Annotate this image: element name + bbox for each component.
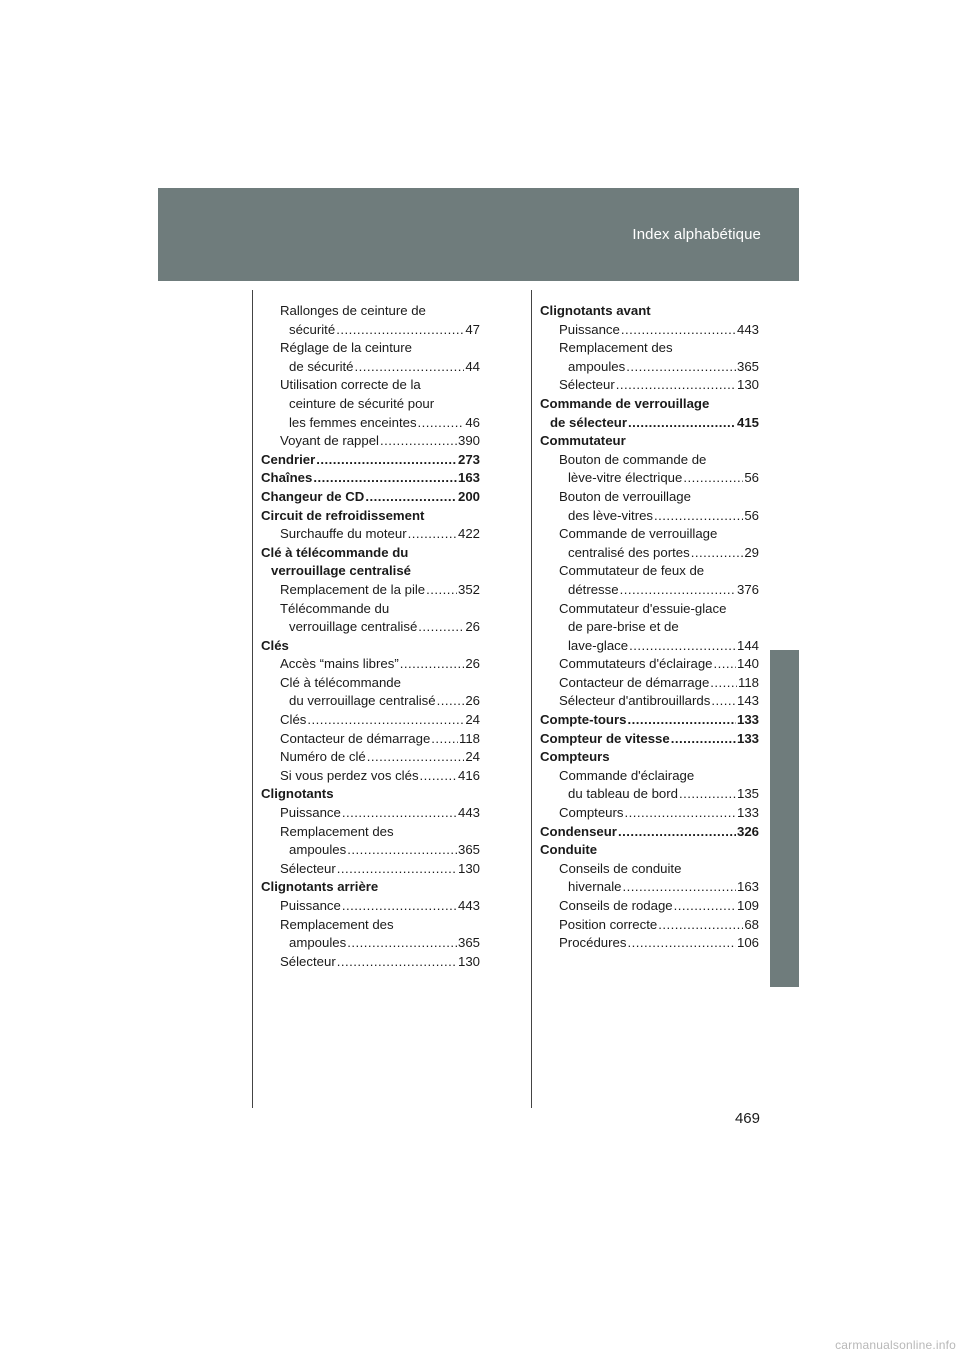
index-entry-text: Commande de verrouillage: [559, 526, 718, 542]
index-entry: [540, 730, 759, 749]
dot-leader: [420, 767, 457, 786]
index-entry-text: ampoules: [568, 358, 626, 374]
dot-leader: [679, 785, 736, 804]
index-entry: [261, 860, 480, 879]
index-entry-text: des lève-vitres: [568, 507, 654, 523]
index-entry-page: 390: [457, 433, 480, 449]
index-entry-page: 133: [736, 712, 759, 728]
dot-leader: [418, 618, 464, 637]
index-entry-text: Rallonges de ceinture de: [280, 303, 426, 318]
index-entry-page: 44: [465, 358, 480, 374]
index-entry-text: Commutateur de feux de: [559, 563, 705, 579]
dot-leader: [400, 655, 465, 674]
index-entry: [540, 934, 759, 953]
dot-leader: [431, 730, 458, 749]
index-entry: [540, 395, 759, 414]
index-entry-text: Puissance: [280, 805, 341, 821]
index-entry: [540, 544, 759, 563]
index-entry: [261, 692, 480, 711]
header-band: [158, 188, 799, 281]
dot-leader: [628, 414, 736, 433]
index-entry: [540, 525, 759, 544]
dot-leader: [627, 934, 736, 953]
index-entry-text: Changeur de CD: [261, 488, 365, 504]
index-entry-page: 26: [465, 619, 480, 635]
index-column-left: [261, 302, 480, 971]
index-entry-text: Remplacement de la pile: [280, 581, 426, 597]
index-entry: [540, 692, 759, 711]
dot-leader: [711, 692, 736, 711]
index-entry: [540, 860, 759, 879]
dot-leader: [418, 414, 465, 433]
index-entry: [540, 897, 759, 916]
watermark: carmanualsonline.info: [835, 1338, 956, 1352]
index-entry-page: 443: [457, 805, 480, 821]
dot-leader: [625, 804, 736, 823]
dot-leader: [623, 878, 736, 897]
index-entry: [540, 674, 759, 693]
index-entry: [540, 637, 759, 656]
dot-leader: [337, 953, 457, 972]
index-entry-text: Remplacement des: [280, 916, 394, 932]
index-entry: [261, 748, 480, 767]
index-entry: [540, 339, 759, 358]
dot-leader: [658, 916, 743, 935]
index-entry-text: sécurité: [289, 321, 336, 337]
dot-leader: [342, 804, 457, 823]
index-entry: [261, 897, 480, 916]
index-entry-page: 130: [457, 953, 480, 969]
index-entry-page: 143: [736, 693, 759, 709]
index-entry-text: Condenseur: [540, 823, 617, 839]
index-entry: [540, 618, 759, 637]
index-entry-text: Circuit de refroidissement: [261, 507, 425, 523]
index-entry-text: Accès “mains libres”: [280, 656, 399, 672]
index-entry: [261, 804, 480, 823]
dot-leader: [347, 841, 457, 860]
index-entry-text: Clés: [261, 637, 289, 653]
index-entry: [540, 841, 759, 860]
index-entry: [261, 655, 480, 674]
index-entry: [261, 711, 480, 730]
index-entry-page: 135: [736, 786, 759, 802]
dot-leader: [691, 544, 744, 563]
index-entry-text: Clé à télécommande: [280, 674, 401, 690]
index-entry-text: verrouillage centralisé: [289, 619, 418, 635]
index-entry-text: Puissance: [559, 321, 620, 337]
dot-leader: [355, 358, 465, 377]
index-entry-text: Voyant de rappel: [280, 433, 379, 449]
index-entry: [540, 655, 759, 674]
index-entry: [540, 600, 759, 619]
index-entry: [540, 376, 759, 395]
index-column-right: [540, 302, 759, 953]
index-entry-text: Clés: [280, 712, 307, 728]
index-entry: [261, 618, 480, 637]
index-entry-page: 422: [457, 526, 480, 542]
index-entry: [261, 581, 480, 600]
index-entry-text: centralisé des portes: [568, 544, 690, 560]
index-entry: [540, 488, 759, 507]
dot-leader: [674, 897, 736, 916]
index-entry-text: ceinture de sécurité pour: [289, 395, 435, 411]
index-entry-page: 133: [736, 805, 759, 821]
dot-leader: [342, 897, 457, 916]
index-entry: [540, 469, 759, 488]
index-entry-text: détresse: [568, 581, 619, 597]
index-entry-page: 163: [457, 470, 480, 486]
index-entry: [540, 785, 759, 804]
index-entry: [261, 878, 480, 897]
index-entry: [540, 507, 759, 526]
index-entry: [540, 414, 759, 433]
index-entry-page: 376: [736, 581, 759, 597]
index-entry-text: Surchauffe du moteur: [280, 526, 407, 542]
index-entry-page: 130: [736, 377, 759, 393]
index-entry-text: Réglage de la ceinture: [280, 340, 412, 356]
index-entry: [261, 321, 480, 340]
index-entry-text: hivernale: [568, 879, 622, 895]
index-entry-page: 56: [744, 470, 759, 486]
index-entry: [540, 302, 759, 321]
index-entry-text: Commutateurs d'éclairage: [559, 656, 713, 672]
index-entry-page: 29: [744, 544, 759, 560]
index-entry-text: lave-glace: [568, 637, 629, 653]
index-entry-text: Cendrier: [261, 451, 316, 467]
index-entry-text: Compteur de vitesse: [540, 730, 670, 746]
index-entry-text: Commutateur: [540, 433, 626, 449]
index-entry-page: 365: [457, 842, 480, 858]
index-entry: [261, 562, 480, 581]
index-entry-page: 118: [737, 674, 759, 690]
index-entry-text: Conseils de rodage: [559, 898, 673, 913]
page-number: 469: [734, 1110, 760, 1127]
index-entry-page: 365: [457, 935, 480, 951]
index-entry-text: Chaînes: [261, 470, 313, 486]
dot-leader: [620, 581, 736, 600]
index-entry-text: Compteurs: [540, 749, 610, 765]
index-entry-page: 56: [744, 507, 759, 523]
index-entry-text: Commutateur d'essuie-glace: [559, 600, 727, 616]
index-entry: [261, 469, 480, 488]
index-entry-page: 352: [457, 581, 480, 597]
dot-leader: [627, 711, 736, 730]
index-entry-text: Compte-tours: [540, 712, 627, 728]
dot-leader: [313, 469, 457, 488]
dot-leader: [337, 860, 457, 879]
index-entry-page: 273: [457, 451, 480, 467]
index-entry-text: Sélecteur: [559, 377, 615, 393]
index-entry-text: Procédures: [559, 935, 627, 951]
index-entry-page: 26: [465, 693, 480, 709]
index-entry-text: Commande d'éclairage: [559, 767, 695, 783]
index-entry-text: Contacteur de démarrage: [559, 674, 710, 690]
index-entry-page: 415: [736, 414, 759, 430]
dot-leader: [714, 655, 736, 674]
index-entry-text: ampoules: [289, 935, 347, 951]
index-entry-text: du verrouillage centralisé: [289, 693, 436, 709]
index-entry: [261, 544, 480, 563]
index-entry: [261, 339, 480, 358]
dot-leader: [621, 321, 736, 340]
index-entry-text: Utilisation correcte de la: [280, 377, 421, 393]
index-entry-text: Conduite: [540, 842, 598, 858]
index-entry: [261, 785, 480, 804]
index-entry: [261, 358, 480, 377]
index-entry: [261, 488, 480, 507]
index-entry-page: 46: [465, 414, 480, 430]
dot-leader: [629, 637, 736, 656]
index-entry-text: Sélecteur d'antibrouillards: [559, 693, 711, 709]
index-entry: [261, 823, 480, 842]
dot-leader: [683, 469, 743, 488]
index-entry-text: Commande de verrouillage: [540, 395, 710, 411]
index-entry-text: Compteurs: [559, 805, 624, 821]
index-entry-text: Bouton de verrouillage: [559, 488, 691, 504]
index-entry: [540, 562, 759, 581]
index-entry-text: de sélecteur: [550, 414, 627, 430]
index-entry: [261, 674, 480, 693]
index-entry: [261, 934, 480, 953]
index-entry: [261, 395, 480, 414]
index-entry-text: Si vous perdez vos clés: [280, 767, 419, 783]
section-thumb-tab: [770, 650, 799, 987]
index-entry-page: 68: [744, 916, 759, 932]
index-entry-text: Numéro de clé: [280, 749, 366, 765]
index-entry: [261, 637, 480, 656]
index-entry: [261, 767, 480, 786]
dot-leader: [671, 730, 736, 749]
index-entry-page: 200: [457, 488, 480, 504]
index-entry: [261, 916, 480, 935]
index-entry: [540, 916, 759, 935]
index-entry-page: 106: [736, 935, 759, 951]
index-entry: [540, 321, 759, 340]
section-title: Index alphabétique: [632, 226, 761, 243]
index-entry-page: 163: [736, 879, 759, 895]
index-entry-page: 144: [736, 637, 759, 653]
index-entry-text: de pare-brise et de: [568, 619, 679, 635]
index-entry-text: Sélecteur: [280, 860, 336, 876]
dot-leader: [380, 432, 457, 451]
index-entry-page: 443: [457, 898, 480, 913]
dot-leader: [426, 581, 457, 600]
index-entry-text: les femmes enceintes: [289, 414, 417, 430]
index-entry: [540, 878, 759, 897]
index-entry-text: verrouillage centralisé: [271, 563, 412, 579]
dot-leader: [437, 692, 465, 711]
index-entry-page: 365: [736, 358, 759, 374]
index-entry: [540, 451, 759, 470]
index-entry-text: Clignotants avant: [540, 303, 651, 318]
dot-leader: [307, 711, 464, 730]
index-entry: [261, 730, 480, 749]
index-entry: [261, 432, 480, 451]
index-entry-page: 118: [458, 730, 480, 746]
index-entry-text: Remplacement des: [559, 340, 673, 356]
index-entry-text: Contacteur de démarrage: [280, 730, 431, 746]
index-entry-page: 416: [457, 767, 480, 783]
index-entry-text: de sécurité: [289, 358, 354, 374]
index-entry: [261, 376, 480, 395]
index-entry-text: Clignotants: [261, 786, 334, 802]
index-entry: [540, 358, 759, 377]
dot-leader: [367, 748, 465, 767]
index-entry-page: 443: [736, 321, 759, 337]
index-entry: [540, 748, 759, 767]
index-entry-text: Conseils de conduite: [559, 860, 682, 876]
column-divider-left: [252, 290, 253, 1108]
index-entry: [540, 432, 759, 451]
dot-leader: [347, 934, 457, 953]
index-entry: [540, 711, 759, 730]
index-entry-page: 140: [736, 656, 759, 672]
index-entry-page: 24: [465, 749, 480, 765]
index-entry-text: Puissance: [280, 898, 341, 913]
index-entry: [261, 302, 480, 321]
index-entry-text: Clé à télécommande du: [261, 544, 409, 560]
index-entry-page: 109: [736, 898, 759, 913]
index-entry: [261, 507, 480, 526]
index-entry-text: Télécommande du: [280, 600, 390, 616]
index-entry-text: Clignotants arrière: [261, 879, 379, 895]
index-entry: [261, 953, 480, 972]
index-entry-page: 326: [736, 823, 759, 839]
dot-leader: [626, 358, 736, 377]
dot-leader: [616, 376, 736, 395]
index-entry-text: lève-vitre électrique: [568, 470, 683, 486]
dot-leader: [336, 321, 464, 340]
index-entry: [540, 823, 759, 842]
index-entry: [261, 451, 480, 470]
index-entry-page: 130: [457, 860, 480, 876]
index-entry-text: Bouton de commande de: [559, 451, 707, 467]
index-entry: [261, 414, 480, 433]
dot-leader: [710, 674, 737, 693]
index-entry: [261, 525, 480, 544]
dot-leader: [618, 823, 736, 842]
index-entry-text: Sélecteur: [280, 953, 336, 969]
index-entry-text: Position correcte: [559, 916, 658, 932]
index-entry: [261, 600, 480, 619]
column-divider-middle: [531, 290, 532, 1108]
dot-leader: [654, 507, 743, 526]
index-entry-text: Remplacement des: [280, 823, 394, 839]
index-entry-page: 24: [465, 712, 480, 728]
index-entry-page: 26: [465, 656, 480, 672]
index-entry: [540, 581, 759, 600]
index-entry-page: 133: [736, 730, 759, 746]
index-entry: [540, 804, 759, 823]
index-entry: [540, 767, 759, 786]
dot-leader: [365, 488, 457, 507]
index-entry: [261, 841, 480, 860]
dot-leader: [408, 525, 457, 544]
index-entry-text: ampoules: [289, 842, 347, 858]
index-entry-page: 47: [465, 321, 480, 337]
dot-leader: [316, 451, 457, 470]
index-entry-text: du tableau de bord: [568, 786, 678, 802]
